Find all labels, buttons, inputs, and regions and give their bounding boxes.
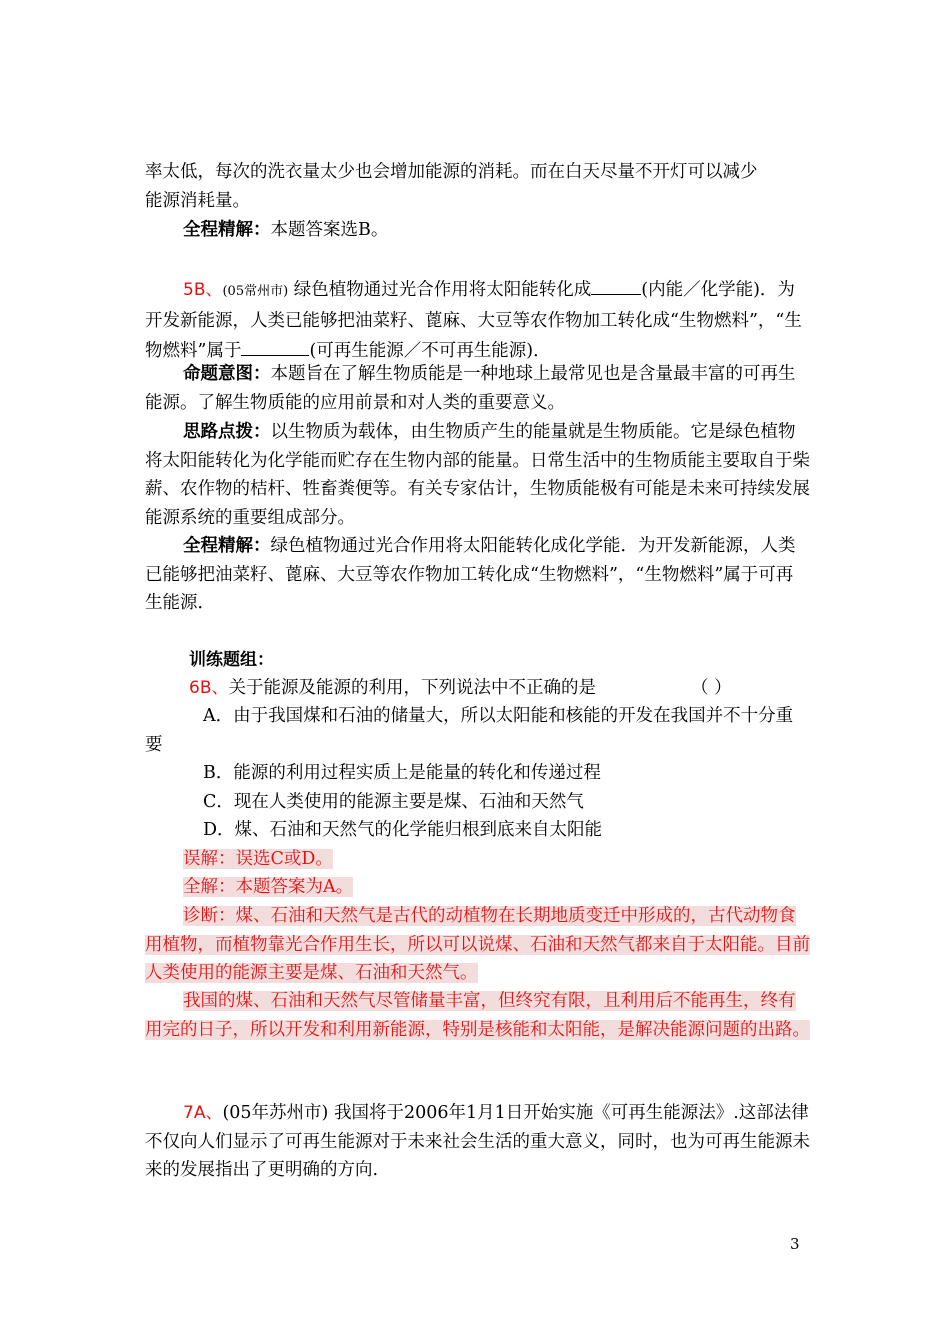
continued-line-1: 率太低，每次的洗衣量太少也会增加能源的消耗。而在白天尽量不开灯可以减少 xyxy=(145,162,758,182)
option-a-text: A．由于我国煤和石油的储量大，所以太阳能和核能的开发在我国并不十分重要 xyxy=(145,706,794,755)
question-6-mistake xyxy=(145,845,810,874)
prev-answer-text: 本题答案选B。 xyxy=(270,220,389,240)
answer-colon: ： xyxy=(253,536,271,556)
training-heading xyxy=(145,646,854,675)
question-5-intent xyxy=(145,360,810,417)
prev-answer xyxy=(145,216,810,245)
question-5-text-a: 绿色植物通过光合作用将太阳能转化成 xyxy=(293,280,592,300)
question-5 xyxy=(145,274,810,366)
question-5-answer xyxy=(145,532,810,618)
option-c: C．现在人类使用的能源主要是煤、石油和天然气 xyxy=(203,791,584,812)
page-number: 3 xyxy=(790,1235,800,1253)
question-6-paren: （ ） xyxy=(691,678,732,698)
question-6-diagnosis xyxy=(145,902,810,988)
question-5-blank-1 xyxy=(591,274,641,295)
question-6-diagnosis-2 xyxy=(145,987,810,1044)
question-6-options xyxy=(145,702,810,845)
option-d: D．煤、石油和天然气的化学能归根到底来自太阳能 xyxy=(203,820,603,840)
question-6-full xyxy=(145,873,810,902)
question-5-hint xyxy=(145,418,810,532)
training-heading-text: 训练题组： xyxy=(189,650,274,670)
answer-label: 全程精解 xyxy=(183,536,253,556)
question-5-source: (05常州市) xyxy=(222,284,289,299)
answer-text: 绿色植物通过光合作用将太阳能转化成化学能．为开发新能源，人类已能够把油菜籽、蓖麻、大豆等农作物加工转化成“生物燃料”，“生物燃料”属于可再生能源． xyxy=(145,536,796,613)
diagnosis-text-2: 我国的煤、石油和天然气尽管储量丰富，但终究有限，且利用后不能再生，终有用完的日子，所以开发和利用新能源，特别是核能和太阳能，是解决能源问题的出路。 xyxy=(145,991,810,1040)
question-6-stem xyxy=(145,674,810,703)
prev-answer-colon: ： xyxy=(253,220,271,240)
question-6-number: 6B、 xyxy=(189,678,229,698)
question-7-text: (05年苏州市) 我国将于2006年1月1日开始实施《可再生能源法》.这部法律不仅向人们显示了可再生能源对于未来社会生活的重大意义，同时，也为可再生能源未来的发展指出了更明确的方向. xyxy=(145,1103,810,1180)
hint-text: 以生物质为载体，由生物质产生的能量就是生物质能。它是绿色植物将太阳能转化为化学能而贮存在生物内部的能量。日常生活中的生物质能主要取自于柴薪、农作物的桔杆、牲畜粪便等。有关专家估计，生物质能极有可能是未来可持续发展能源系统的重要组成部分。 xyxy=(145,422,810,528)
question-5-text-b: (内能／化学能)．为开发新能源，人类已能够把油菜籽、蓖麻、大豆等农作物加工转化成“生物燃料”，“生物燃料”属于 xyxy=(145,280,802,361)
question-5-blank-2 xyxy=(241,335,309,356)
mistake-text: 误解：误选C或D。 xyxy=(183,849,333,869)
prev-answer-label: 全程精解 xyxy=(183,220,253,240)
intent-label: 命题意图： xyxy=(183,364,271,384)
diagnosis-text: 诊断：煤、石油和天然气是古代的动植物在长期地质变迁中形成的，古代动物食用植物，而植物靠光合作用生长，所以可以说煤、石油和天然气都来自于太阳能。目前人类使用的能源主要是煤、石油和天然气。 xyxy=(145,906,810,983)
hint-label: 思路点拨： xyxy=(183,422,271,442)
option-a xyxy=(145,702,810,759)
continued-paragraph xyxy=(145,158,810,215)
intent-text: 本题旨在了解生物质能是一种地球上最常见也是含量最丰富的可再生能源。了解生物质能的应用前景和对人类的重要意义。 xyxy=(145,364,796,413)
option-b: B．能源的利用过程实质上是能量的转化和传递过程 xyxy=(203,763,601,783)
question-5-number: 5B、 xyxy=(183,280,223,300)
question-7-number: 7A、 xyxy=(183,1103,223,1123)
question-5-text-c: (可再生能源／不可再生能源)． xyxy=(309,341,551,361)
question-6-stem-text: 关于能源及能源的利用，下列说法中不正确的是 xyxy=(228,678,596,698)
continued-line-2: 能源消耗量。 xyxy=(145,190,250,211)
full-answer-text: 全解：本题答案为A。 xyxy=(183,877,354,897)
question-7 xyxy=(145,1099,810,1185)
